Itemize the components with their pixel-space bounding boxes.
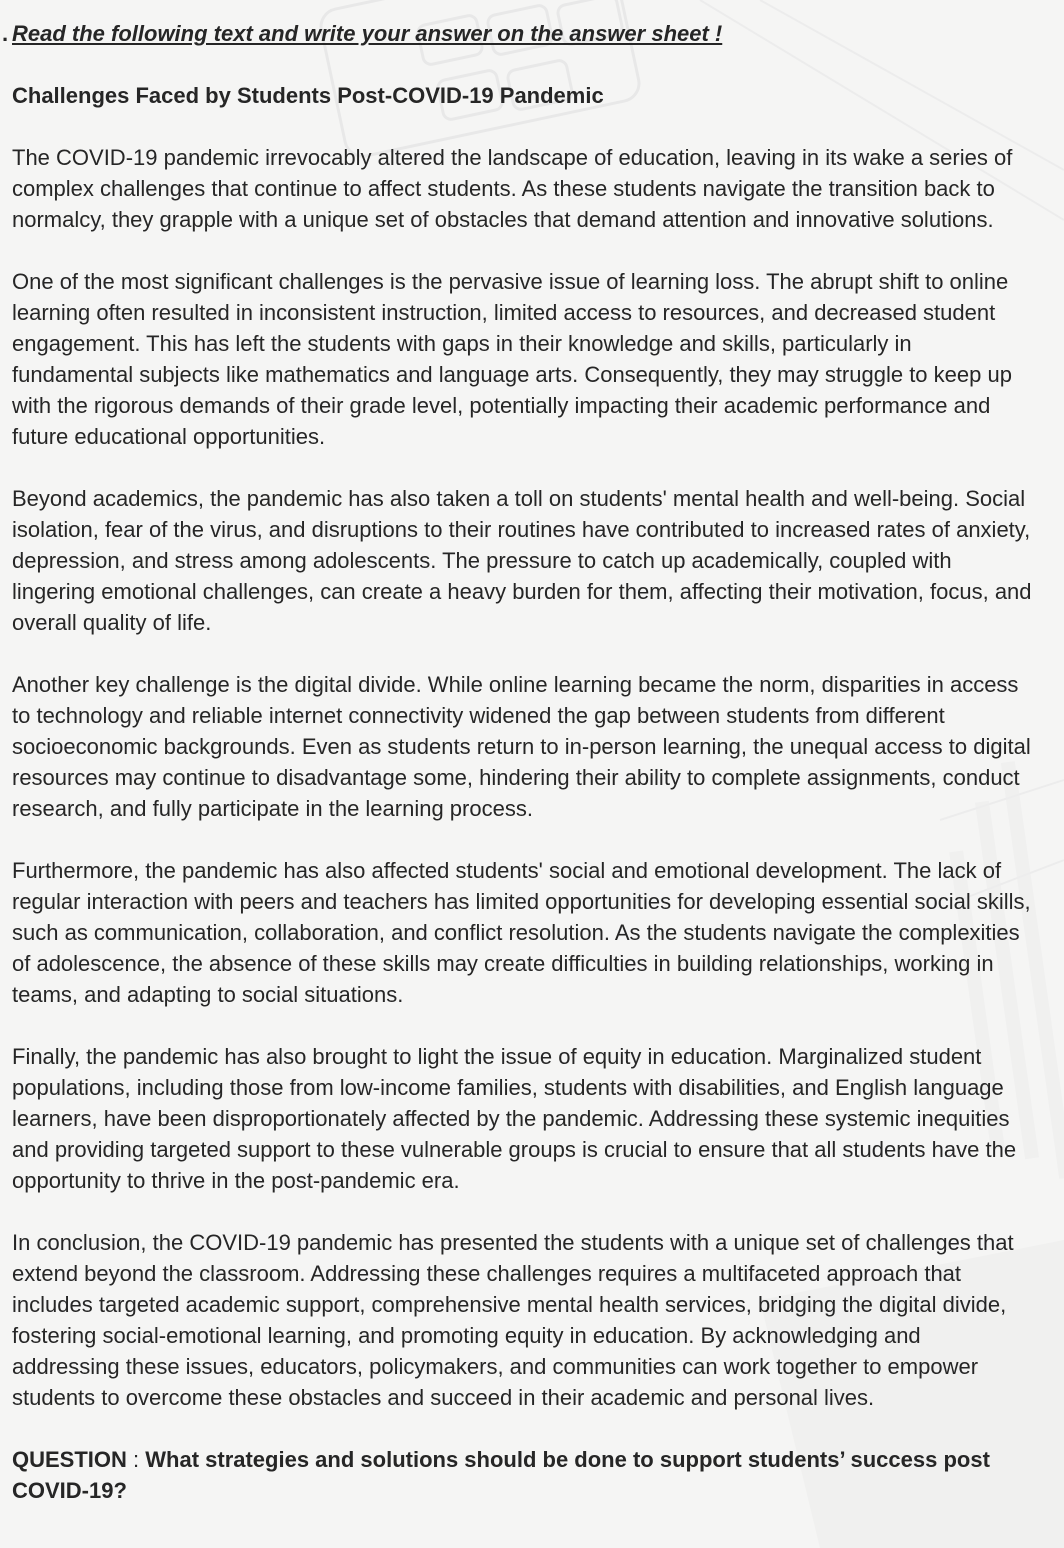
- passage-title: Challenges Faced by Students Post-COVID-19 Pandemic: [12, 83, 604, 108]
- paragraph-1: The COVID-19 pandemic irrevocably altered the landscape of education, leaving in its wake a series of complex challenges that continue to affect students. As these students navigate the transition back to normalcy, they grapple with a unique set of obstacles that demand attention and innovative solutions.: [12, 145, 1013, 232]
- paragraph-5: Furthermore, the pandemic has also affected students' social and emotional development. The lack of regular interaction with peers and teachers has limited opportunities for developing essential social skills, such as communication, collaboration, and conflict resolution. As the students navigate the complexities of adolescence, the absence of these skills may create difficulties in building relationships, working in teams, and adapting to social situations.: [12, 858, 1031, 1007]
- paragraph-3: Beyond academics, the pandemic has also taken a toll on students' mental health and well-being. Social isolation, fear of the virus, and disruptions to their routines have contributed to increased rates of anxiety, depression, and stress among adolescents. The pressure to catch up academically, coupled with lingering emotional challenges, can create a heavy burden for them, affecting their motivation, focus, and overall quality of life.: [12, 486, 1032, 635]
- paragraph-4: Another key challenge is the digital divide. While online learning became the norm, disparities in access to technology and reliable internet connectivity widened the gap between students from different socioeconomic backgrounds. Even as students return to in-person learning, the unequal access to digital resources may continue to disadvantage some, hindering their ability to complete assignments, conduct research, and fully participate in the learning process.: [12, 672, 1031, 821]
- question: [12, 1444, 1034, 1506]
- bullet-dot-icon: .: [2, 21, 9, 46]
- question-label: QUESTION: [12, 1447, 127, 1472]
- question-text: What strategies and solutions should be done to support students’ success post COVID-19?: [12, 1447, 990, 1503]
- instruction-text: Read the following text and write your answer on the answer sheet !: [12, 21, 723, 46]
- paragraph-6: Finally, the pandemic has also brought to light the issue of equity in education. Marginalized student populations, including those from low-income families, students with disabilities, and English language learners, have been disproportionately affected by the pandemic. Addressing these systemic inequities and providing targeted support to these vulnerable groups is crucial to ensure that all students have the opportunity to thrive in the post-pandemic era.: [12, 1044, 1017, 1193]
- paragraph-7: In conclusion, the COVID-19 pandemic has presented the students with a unique set of challenges that extend beyond the classroom. Addressing these challenges requires a multifaceted approach that includes targeted academic support, comprehensive mental health services, bridging the digital divide, fostering social-emotional learning, and promoting equity in education. By acknowledging and addressing these issues, educators, policymakers, and communities can work together to empower students to overcome these obstacles and succeed in their academic and personal lives.: [12, 1230, 1014, 1410]
- instruction-line: [2, 18, 1034, 49]
- paragraph-2: One of the most significant challenges is the pervasive issue of learning loss. The abrupt shift to online learning often resulted in inconsistent instruction, limited access to resources, and decreased student engagement. This has left the students with gaps in their knowledge and skills, particularly in fundamental subjects like mathematics and language arts. Consequently, they may struggle to keep up with the rigorous demands of their grade level, potentially impacting their academic performance and future educational opportunities.: [12, 269, 1012, 449]
- question-separator: :: [126, 1447, 146, 1472]
